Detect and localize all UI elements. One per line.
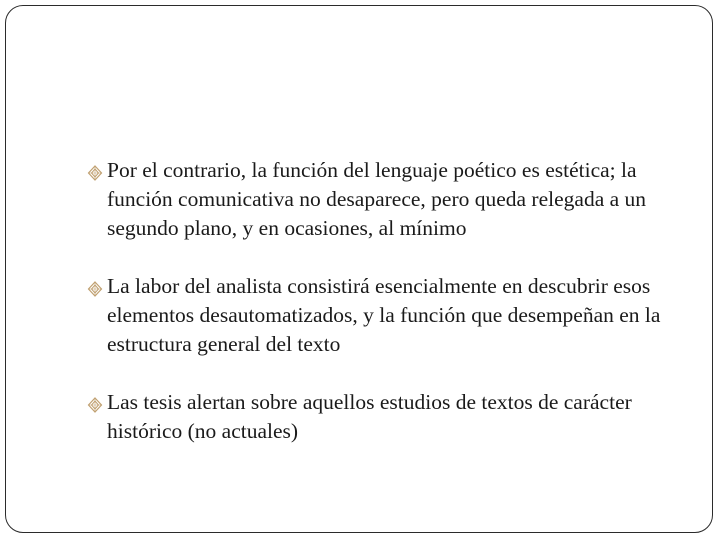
bullet-text-3: Las tesis alertan sobre aquellos estudios de textos de carácter histórico (no actuales): [107, 390, 632, 443]
outlined-diamond-bullet-icon: [86, 277, 104, 295]
bullet-item-3: [84, 388, 684, 446]
bullet-text-2: La labor del analista consistirá esencialmente en descubrir esos elementos desautomatizados, y la función que desempeñan en la estructura general del texto: [107, 274, 661, 356]
bullet-item-1: [84, 156, 684, 243]
outlined-diamond-bullet-icon: [86, 161, 104, 179]
bullet-list: [84, 156, 684, 446]
outlined-diamond-bullet-icon: [86, 393, 104, 411]
bullet-text-1: Por el contrario, la función del lenguaje poético es estética; la función comunicativa no desaparece, pero queda relegada a un segundo plano, y en ocasiones, al mínimo: [107, 158, 647, 240]
slide-frame: [5, 5, 713, 533]
bullet-item-2: [84, 272, 684, 359]
